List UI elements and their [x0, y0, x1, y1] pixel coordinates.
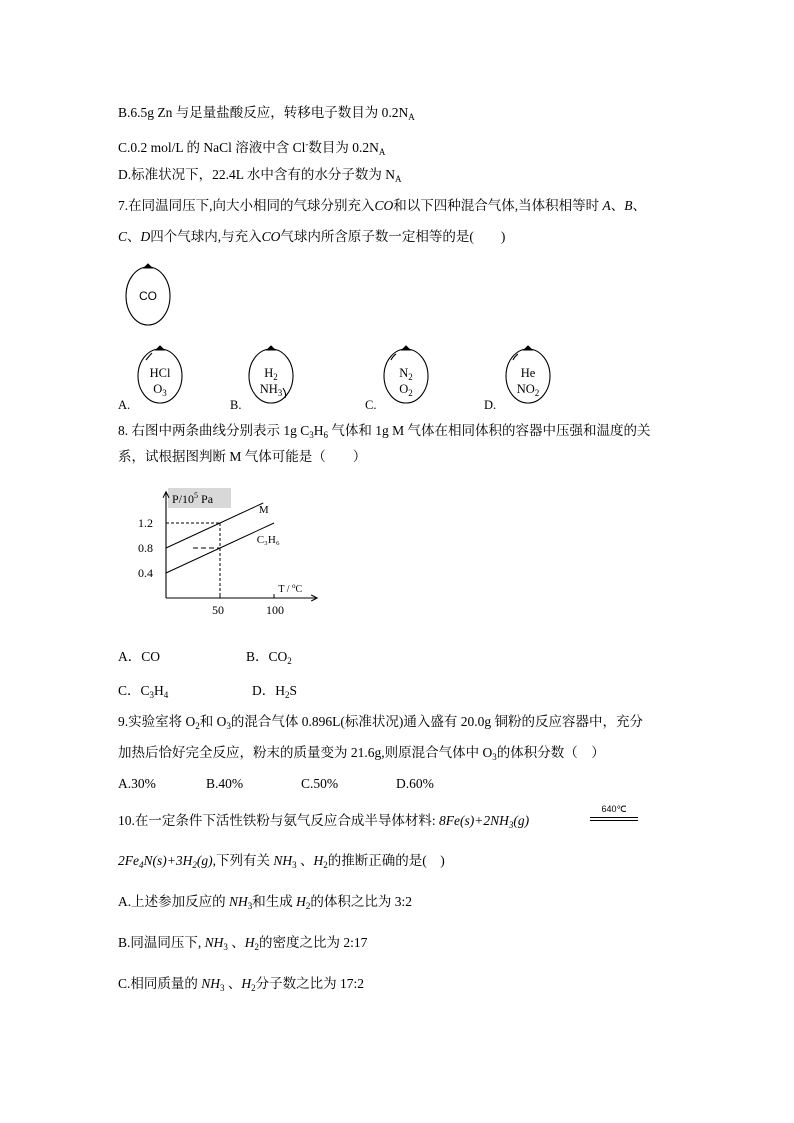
q10-equation-right: $2Fe_4N(s)+3H_2(g)$	[118, 853, 213, 870]
x-tick-label: 100	[266, 603, 284, 617]
q6-option-c: C.0.2 mol/L 的 NaCl 溶液中含 Cl-数目为 $0.2N_A$	[118, 139, 386, 157]
q8-option-c: C．$C_3H_4$	[118, 683, 169, 700]
balloon-b-gas2: $NH_3$	[259, 382, 283, 398]
balloon-b-gas1: $H_2$	[264, 366, 278, 382]
balloon-c-gas1: $N_2$	[399, 366, 413, 382]
q8-option-d: D．$H_2S$	[252, 683, 298, 700]
balloon-a-gas1: HCl	[149, 366, 171, 380]
balloon-a-gas2: $O_3$	[153, 382, 167, 398]
q10-stem-line2: $2Fe_4N(s)+3H_2(g)$,下列有关 $NH_3$ 、$H_2$的推断正确的是( )	[118, 853, 445, 870]
q10-option-b: B.同温同压下, $NH_3$ 、$H_2$的密度之比为 2:17	[118, 935, 368, 952]
q9-option-c: C.50%	[301, 776, 339, 791]
reaction-arrow	[590, 817, 638, 821]
option-a-letter: A.	[118, 398, 131, 412]
q6-option-b: B.6.5g Zn 与足量盐酸反应，转移电子数目为 $0.2N_A$	[118, 105, 415, 122]
balloon-d-gas1: He	[520, 366, 536, 380]
q10-equation-left: $8Fe(s)+2NH_3(g)$	[439, 813, 530, 830]
option-b-letter: B.	[230, 398, 242, 412]
q8-stem-line2: 系，试根据图判断 M 气体可能是（ ）	[118, 449, 367, 464]
series-label-m: M	[258, 504, 269, 516]
y-tick-label: 0.4	[138, 566, 153, 580]
option-c-letter: C.	[365, 398, 377, 412]
q10-option-c: C.相同质量的 $NH_3$ 、$H_2$分子数之比为 17:2	[118, 976, 365, 993]
balloon-d-gas2: $NO_2$	[516, 382, 540, 398]
series-line-m	[166, 503, 263, 548]
y-tick-label: 1.2	[138, 516, 153, 530]
chart-xlabel: T / $^o$C	[278, 582, 303, 595]
q10-option-a: A.上述参加反应的 $NH_3$和生成 $H_2$的体积之比为 3:2	[118, 894, 413, 911]
y-tick-label: 0.8	[138, 541, 153, 555]
balloon-co-label: CO	[139, 289, 157, 303]
q9-stem-line2: 加热后恰好完全反应，粉末的质量变为 21.6g,则原混合气体中 $O_3$的体积分数（ ）	[118, 745, 605, 762]
q9-option-b: B.40%	[206, 776, 244, 791]
chart-ylabel: $P/10^5$ Pa	[172, 491, 214, 506]
q8-stem-line1: 8. 右图中两条曲线分别表示 1g $C_3H_6$ 气体和 1g M 气体在相同体积的容器中压强和温度的关	[118, 423, 651, 440]
q8-option-b: B．$CO_2$	[246, 649, 292, 666]
q7-stem-line1: 7.在同温同压下,向大小相同的气球分别充入CO和以下四种混合气体,当体积相等时 A、B、	[118, 198, 647, 213]
q9-stem-line1: 9.实验室将 $O_2$和 $O_3$的混合气体 0.896L(标准状况)通入盛有 20.0g 铜粉的反应容器中，充分	[118, 714, 643, 731]
x-tick-label: 50	[212, 603, 224, 617]
series-label-c3h6: C₃H₆	[256, 534, 280, 546]
q6-option-d: D.标准状况下，22.4L 水中含有的水分子数为 $N_A$	[118, 167, 402, 184]
q9-option-d: D.60%	[396, 776, 434, 791]
q7-stem-line2: C、D四个气球内,与充入CO气球内所含原子数一定相等的是( )	[118, 229, 506, 244]
option-d-letter: D.	[484, 398, 497, 412]
q10-stem-line1: 10.在一定条件下活性铁粉与氨气反应合成半导体材料: $8Fe(s)+2NH_3(g)$	[118, 813, 530, 830]
reaction-condition: 640℃	[601, 804, 627, 814]
q8-option-a: A．CO	[118, 649, 161, 664]
q9-option-a: A.30%	[118, 776, 156, 791]
balloon-c-gas2: $O_2$	[399, 382, 413, 398]
